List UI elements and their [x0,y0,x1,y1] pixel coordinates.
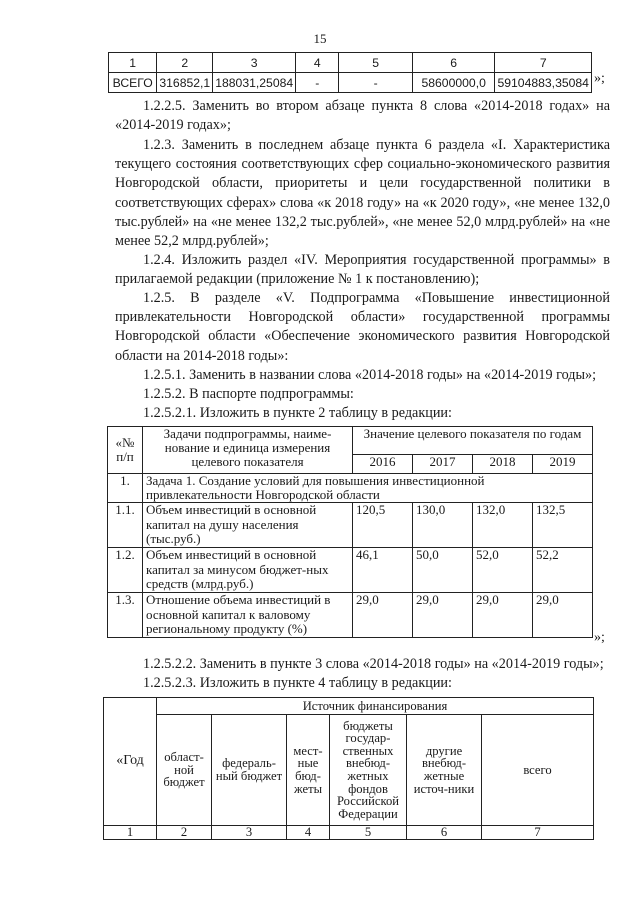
indicators-table [107,426,593,638]
value-cell: 29,0 [412,593,472,638]
header-number: «№ п/п [108,427,143,474]
table-cell: 7 [495,53,592,73]
row-number: 1.1. [108,503,143,548]
paragraph-1.2.4 [115,251,610,289]
value-cell: 120,5 [353,503,413,548]
col-header: федераль-ный бюджет [212,715,287,826]
value-cell: 29,0 [353,593,413,638]
paragraph-1.2.5.2 [115,385,610,404]
paragraph-text: 1.2.4. Изложить раздел «IV. Мероприятия государственной программы» в прилагаемой редакции (приложение № 1 к постановлению); [115,252,610,288]
paragraph-text: 1.2.5.2.3. Изложить в пункте 4 таблицу в редакции: [143,675,452,691]
task-number: 1. [108,474,143,503]
page-number: 15 [313,31,327,46]
col-number: 7 [482,826,594,840]
table-cell: 4 [296,53,339,73]
paragraph-text: 1.2.5.1. Заменить в названии слова «2014-2018 годы» на «2014-2019 годы»; [143,367,597,383]
table-header-row [104,715,594,826]
table-row [108,593,593,638]
year-cell: 2017 [412,455,472,474]
col-number: 3 [212,826,287,840]
header-source: Источник финансирования [157,698,594,715]
paragraph-1.2.3 [115,136,610,251]
table-closing-quote: »; [594,71,605,86]
table-row [108,548,593,593]
value-cell: 132,0 [472,503,532,548]
table-row [109,73,592,93]
row-number: 1.2. [108,548,143,593]
value-cell: 52,2 [532,548,592,593]
value-cell: 50,0 [412,548,472,593]
col-header: всего [482,715,594,826]
col-header: област-ной бюджет [157,715,212,826]
paragraph-text: 1.2.5. В разделе «V. Подпрограмма «Повышение инвестиционной привлекательности Новгородской области» государственной программы Новгородской области «Обеспечение экономического развития Новгородской области на 2014-2018 годы»: [115,290,610,364]
value-cell: 130,0 [412,503,472,548]
table-cell: 59104883,35084 [495,73,592,93]
header-value: Значение целевого показателя по годам [353,427,593,455]
table-header-row [104,698,594,715]
year-cell: 2018 [472,455,532,474]
paragraph-1.2.5.2.2 [115,655,610,674]
paragraph-text: 1.2.2.5. Заменить во втором абзаце пункта 8 слова «2014-2018 годах» на «2014-2019 годах»; [115,98,610,134]
col-number: 6 [407,826,482,840]
indicator-name: Объем инвестиций в основной капитал на душу населения (тыс.руб.) [143,503,353,548]
paragraph-text: 1.2.3. Заменить в последнем абзаце пункта 6 раздела «I. Характеристика текущего состояния соответствующих сфер социально-экономического развития Новгородской области, приоритеты и цели государственной политики в соответствующих сферах» слова «к 2018 году» на «к 2020 году», «не менее 132,0 тыс.рублей» на «не менее 132,2 тыс.рублей», «не менее 52,0 млрд.рублей» на «не менее 52,2 млрд.рублей»; [115,137,610,250]
table-cell: 188031,25084 [213,73,296,93]
col-number: 2 [157,826,212,840]
header-task: Задачи подпрограммы, наиме-нование и единица измерения целевого показателя [143,427,353,474]
table-cell: 58600000,0 [412,73,495,93]
table-cell: 2 [157,53,213,73]
row-number: 1.3. [108,593,143,638]
paragraph-1.2.5 [115,289,610,366]
table-row [108,503,593,548]
table-header-row [108,427,593,455]
value-cell: 29,0 [532,593,592,638]
value-cell: 132,5 [532,503,592,548]
table-header-row [109,53,592,73]
col-header: другие внебюд-жетные источ-ники [407,715,482,826]
table-closing-quote: »; [594,630,605,645]
total-table [108,52,592,93]
paragraph-text: 1.2.5.2.2. Заменить в пункте 3 слова «2014-2018 годы» на «2014-2019 годы»; [143,656,604,672]
value-cell: 52,0 [472,548,532,593]
value-cell: 46,1 [353,548,413,593]
table-cell: 316852,1 [157,73,213,93]
funding-table [103,697,594,840]
table-cell: 5 [339,53,413,73]
indicator-name: Объем инвестиций в основной капитал за минусом бюджет-ных средств (млрд.руб.) [143,548,353,593]
indicator-name: Отношение объема инвестиций в основной капитал к валовому региональному продукту (%) [143,593,353,638]
header-year: «Год [104,698,157,826]
col-number: 5 [330,826,407,840]
table-cell: - [296,73,339,93]
col-number: 4 [287,826,330,840]
paragraph-1.2.5.2.1 [115,404,610,423]
table-cell: 6 [412,53,495,73]
paragraph-1.2.2.5 [115,97,610,135]
year-cell: 2016 [353,455,413,474]
table-row [108,474,593,503]
col-number: 1 [104,826,157,840]
paragraph-1.2.5.2.3 [115,674,610,693]
col-header: бюджеты государ-ственных внебюд-жетных фондов Российской Федерации [330,715,407,826]
table-row [104,826,594,840]
table-cell: 3 [213,53,296,73]
paragraph-1.2.5.1 [115,366,610,385]
paragraph-text: 1.2.5.2.1. Изложить в пункте 2 таблицу в редакции: [143,405,452,421]
value-cell: 29,0 [472,593,532,638]
year-cell: 2019 [532,455,592,474]
table-cell: 1 [109,53,157,73]
col-header: мест-ные бюд-жеты [287,715,330,826]
task-text: Задача 1. Создание условий для повышения инвестиционной привлекательности Новгородской области [143,474,593,503]
table-cell: ВСЕГО [109,73,157,93]
table-cell: - [339,73,413,93]
paragraph-text: 1.2.5.2. В паспорте подпрограммы: [143,386,354,402]
